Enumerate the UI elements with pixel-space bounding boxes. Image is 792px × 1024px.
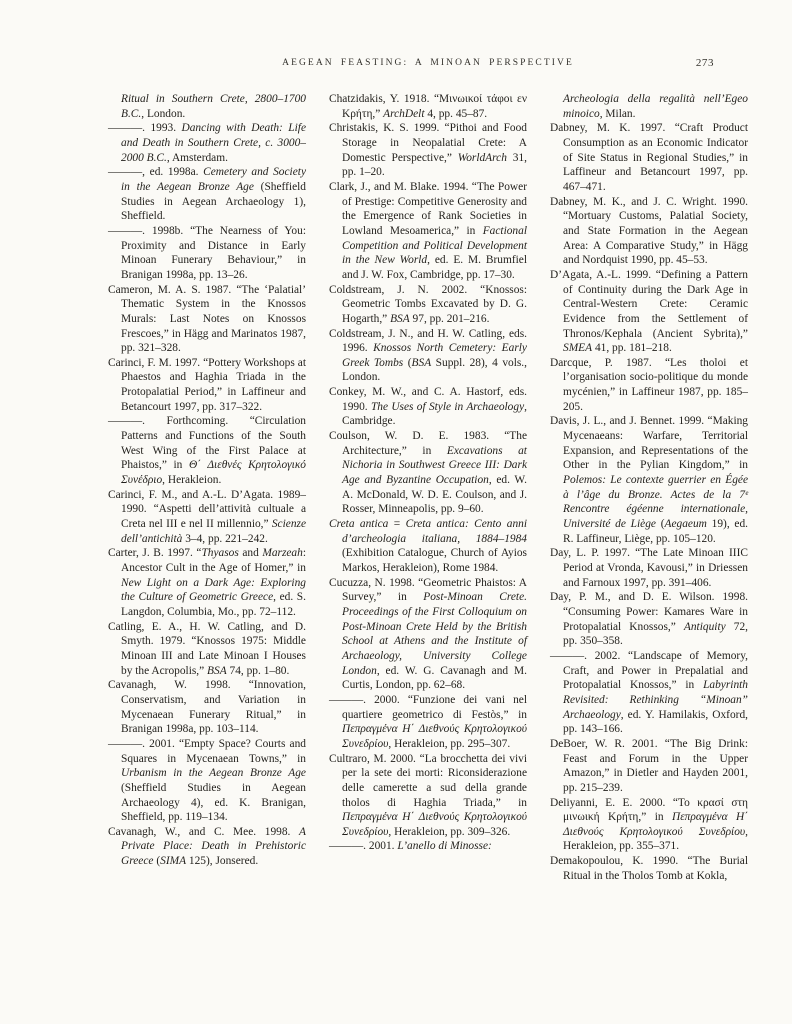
entry-text-segment: Demakopoulou, K. 1990. “The Burial Ritual in the Tholos Tomb at Kokla, [550, 855, 748, 882]
entry-text-segment: ( [153, 855, 161, 868]
bibliography-entry [108, 488, 306, 547]
entry-text-segment: ( [403, 356, 412, 369]
entry-text-segment: Cucuzza, N. 1998. “Geometric Phaistos: A Survey,” in [329, 576, 527, 604]
bibliography-entry [550, 796, 748, 855]
entry-text-segment: , ed. S. Langdon, Columbia, Mo., pp. 72–112. [121, 591, 306, 618]
entry-text-segment: , ed. E. M. Brumfiel and J. W. Fox, Cambridge, pp. 17–30. [342, 254, 527, 281]
entry-title-segment: Archeologia della regalità nell’Egeo minoico [563, 93, 748, 120]
entry-text-segment: Dabney, M. K., and J. C. Wright. 1990. “Mortuary Customs, Palatial Society, and State Formation in the Aegean Area: A Comparative Study,” in Hägg and Nordquist 1990, pp. 45–53. [550, 195, 748, 267]
entry-title-segment: Πεπραγμένα Η΄ Διεθνούς Κρητολογικού Συνεδρίου [342, 811, 527, 838]
entry-text-segment: , Herakleion, pp. 309–326. [388, 825, 511, 838]
running-head-title: AEGEAN FEASTING: A MINOAN PERSPECTIVE [282, 58, 574, 68]
bibliography-entry [550, 649, 748, 737]
entry-title-segment: Creta antica: Cento anni d’archeologia italiana, 1884–1984 [342, 518, 528, 545]
entry-text-segment: Cavanagh, W. 1998. “Innovation, Conservatism, and Variation in Mycenaean Funerary Ritual,” in Branigan 1998a, pp. 103–114. [108, 679, 306, 736]
entry-title-segment: Aegaeum [664, 518, 707, 531]
entry-title-segment: Antiquity [683, 620, 726, 633]
bibliography-entry [550, 737, 748, 796]
entry-text-segment: ———, ed. 1998a. [108, 166, 204, 179]
entry-title-segment: Dancing with Death: Life and Death in Southern Crete, c. 3000–2000 B.C. [121, 122, 307, 164]
entry-text-segment: 74, pp. 1–80. [226, 664, 290, 677]
entry-text-segment: 3–4, pp. 221–242. [182, 532, 268, 545]
bibliography-entry [329, 517, 527, 576]
bibliography-column-3 [550, 92, 748, 883]
entry-text-segment: 19), ed. R. Laffineur, Liège, pp. 105–120. [563, 518, 749, 545]
entry-text-segment: ———. 2002. “Landscape of Memory, Craft, and Power in Prepalatial and Protopalatial Knossos,” in [550, 649, 748, 692]
entry-text-segment: Day, P. M., and D. E. Wilson. 1998. “Consuming Power: Kamares Ware in Protopalatial Knossos,” [550, 591, 748, 633]
bibliography-entry [550, 546, 748, 590]
entry-text-segment: Coulson, W. D. E. 1983. “The Architecture,” in [329, 430, 527, 457]
entry-title-segment: Thyasos [201, 547, 239, 560]
bibliography-entry [550, 356, 748, 415]
entry-text-segment: Cameron, M. A. S. 1987. “The ‘Palatial’ Thematic System in the Knossos Murals: Last Notes on Knossos Frescoes,” in Hägg and Marinatos 1987, pp. 321–328. [108, 283, 306, 355]
entry-title-segment: New Light on a Dark Age: Exploring the Culture of Geometric Greece [121, 576, 306, 604]
entry-title-segment: A Private Place: Death in Prehistoric Greece [121, 825, 306, 868]
entry-text-segment: and [238, 547, 263, 560]
entry-text-segment: Suppl. 28), 4 vols., London. [342, 356, 527, 384]
entry-title-segment: Creta antica [329, 518, 389, 531]
entry-text-segment: Cultraro, M. 2000. “La brocchetta dei vivi per la sete dei morti: Riconsiderazione delle camerette a sud della grande tholos di Haghia Triada,” in [329, 752, 527, 809]
entry-title-segment: BSA [390, 312, 410, 325]
entry-title-segment: Marzeah [262, 547, 303, 560]
entry-text-segment: , London. [141, 107, 186, 120]
entry-text-segment: , Cambridge. [342, 400, 527, 428]
entry-text-segment: Day, L. P. 1997. “The Late Minoan IIIC Period at Vronda, Kavousi,” in Driessen and Farnoux 1997, pp. 391–406. [550, 547, 748, 589]
entry-text-segment: 31, pp. 1–20. [342, 151, 527, 179]
bibliography-entry [550, 92, 748, 121]
entry-text-segment: , ed. Y. Hamilakis, Oxford, pp. 143–166. [563, 708, 748, 736]
entry-title-segment: Cemetery and Society in the Aegean Bronze Age [121, 166, 306, 193]
entry-text-segment: , Amsterdam. [166, 151, 228, 164]
entry-text-segment: Carter, J. B. 1997. “ [108, 547, 202, 560]
entry-text-segment: Christakis, K. S. 1999. “Pithoi and Food Storage in Neopalatial Crete: A Domestic Perspective,” [329, 122, 527, 164]
entry-text-segment: (Exhibition Catalogue, Church of Ayios Markos, Herakleion), Rome 1984. [342, 547, 527, 574]
bibliography-entry [329, 752, 527, 840]
bibliography-entry [108, 356, 306, 415]
entry-title-segment: SMEA [563, 342, 593, 355]
entry-text-segment: Catling, E. A., H. W. Catling, and D. Smyth. 1979. “Knossos 1975: Middle Minoan III and Late Minoan I Houses by the Acropolis,” [108, 620, 306, 677]
bibliography-entry [108, 121, 306, 165]
bibliography [108, 92, 748, 883]
bibliography-entry [550, 268, 748, 356]
entry-text-segment: Clark, J., and M. Blake. 1994. “The Power of Prestige: Competitive Generosity and the Emergence of Rank Societies in Lowland Mesoamerica,” in [329, 180, 527, 237]
bibliography-entry [329, 429, 527, 517]
bibliography-entry [550, 414, 748, 546]
entry-text-segment: = [388, 518, 406, 531]
bibliography-entry [329, 327, 527, 386]
entry-text-segment: ( [655, 518, 665, 531]
entry-title-segment: Urbanism in the Aegean Bronze Age [121, 767, 306, 780]
bibliography-entry [329, 385, 527, 429]
entry-text-segment: 4, pp. 45–87. [424, 107, 488, 120]
entry-title-segment: Πεπραγμένα Η΄ Διεθνούς Κρητολογικού Συνεδρίου [563, 811, 748, 838]
entry-text-segment: ———. 1998b. “The Nearness of You: Proximity and Distance in Early Minoan Funerary Behaviour,” in Branigan 1998a, pp. 13–26. [108, 224, 306, 281]
entry-title-segment: WorldArch [457, 151, 507, 164]
bibliography-entry [108, 546, 306, 619]
entry-title-segment: Knossos North Cemetery: Early Greek Tombs [342, 342, 527, 369]
bibliography-entry [329, 839, 527, 854]
entry-text-segment: (Sheffield Studies in Aegean Archaeology 1), Sheffield. [121, 180, 306, 223]
entry-text-segment: : Ancestor Cult in the Age of Homer,” in [121, 547, 306, 574]
entry-text-segment: ———. 2000. “Funzione dei vani nel quartiere geometrico di Festòs,” in [329, 693, 527, 721]
bibliography-entry [108, 283, 306, 356]
entry-text-segment: Darcque, P. 1987. “Les tholoi et l’organisation socio-politique du monde mycénien,” in Laffineur 1987, pp. 185–205. [550, 356, 748, 413]
entry-text-segment: (Sheffield Studies in Aegean Archaeology 4), ed. K. Branigan, Sheffield, pp. 119–134. [121, 781, 306, 824]
bibliography-entry [329, 693, 527, 752]
entry-title-segment: Ritual in Southern Crete, 2800–1700 B.C. [121, 93, 306, 120]
entry-text-segment: Carinci, F. M. 1997. “Pottery Workshops at Phaestos and Haghia Triada in the Protopalatial Period,” in Laffineur and Betancourt 1997, pp. 317–322. [108, 356, 306, 413]
entry-title-segment: Πεπραγμένα Η΄ Διεθνούς Κρητολογικού Συνεδρίου [342, 723, 527, 750]
entry-text-segment: 41, pp. 181–218. [592, 342, 672, 355]
entry-title-segment: The Uses of Style in Archaeology [370, 400, 525, 413]
entry-title-segment: Factional Competition and Political Development in the New World [342, 224, 527, 267]
entry-text-segment: , Herakleion. [162, 474, 222, 487]
entry-text-segment: 97, pp. 201–216. [409, 312, 490, 325]
bibliography-entry [108, 678, 306, 737]
entry-text-segment: DeBoer, W. R. 2001. “The Big Drink: Feast and Forum in the Upper Amazon,” in Dietler and Hayden 2001, pp. 215–239. [550, 737, 748, 794]
bibliography-entry [108, 620, 306, 679]
entry-title-segment: Θ΄ Διεθνές Κρητολογικό Συνέδριο [121, 459, 307, 487]
entry-text-segment: ———. 2001. “Empty Space? Courts and Squares in Mycenaean Towns,” in [108, 737, 306, 765]
entry-title-segment: Excavations at Nichoria in Southwest Greece III: Dark Age and Byzantine Occupation [342, 444, 527, 487]
entry-text-segment: , Milan. [599, 107, 636, 120]
bibliography-entry [329, 283, 527, 327]
entry-title-segment: ArchDelt [383, 107, 425, 120]
running-head [108, 58, 748, 74]
bibliography-entry [550, 195, 748, 268]
entry-text-segment: Conkey, M. W., and C. A. Hastorf, eds. 1990. [329, 386, 527, 413]
bibliography-entry [329, 92, 527, 121]
entry-text-segment: Coldstream, J. N., and H. W. Catling, eds. 1996. [329, 327, 527, 355]
entry-text-segment: D’Agata, A.-L. 1999. “Defining a Pattern of Continuity during the Dark Age in Central-Western Crete: Ceramic Evidence from the Settlement of Thronos/Kephala (Ancient Sybrita),” [550, 268, 748, 340]
entry-text-segment: Coldstream, J. N. 2002. “Knossos: Geometric Tombs Excavated by D. G. Hogarth,” [329, 283, 527, 325]
entry-text-segment: ———. 1993. [108, 122, 182, 135]
entry-text-segment: 72, pp. 350–358. [563, 620, 748, 648]
entry-text-segment: , ed. W. G. Cavanagh and M. Curtis, London, pp. 62–68. [342, 664, 527, 692]
bibliography-entry [329, 121, 527, 180]
bibliography-column-1 [108, 92, 306, 883]
entry-title-segment: SIMA [160, 855, 187, 868]
entry-title-segment: Post-Minoan Crete. Proceedings of the First Colloquium on Post-Minoan Crete Held by the British School at Athens and the Institute of Archaeology, University College London [342, 591, 527, 677]
entry-text-segment: , ed. W. A. McDonald, W. D. E. Coulson, and J. Rosser, Minneapolis, pp. 9–60. [342, 474, 527, 516]
bibliography-entry [329, 576, 527, 693]
entry-text-segment: Dabney, M. K. 1997. “Craft Product Consumption as an Economic Indicator of Site Status in Regional Studies,” in Laffineur and Betancourt 1997, pp. 467–471. [550, 122, 748, 193]
bibliography-entry [108, 165, 306, 224]
bibliography-entry [108, 737, 306, 825]
entry-text-segment: ———. 2001. [329, 840, 398, 853]
bibliography-entry [108, 825, 306, 869]
entry-text-segment: , Herakleion, pp. 295–307. [388, 737, 511, 750]
bibliography-entry [550, 121, 748, 194]
entry-text-segment: Carinci, F. M., and A.-L. D’Agata. 1989–1990. “Aspetti dell’attività cultuale a Creta nel III e nel II millennio,” [108, 488, 306, 531]
bibliography-column-2 [329, 92, 527, 883]
entry-title-segment: BSA [207, 664, 227, 677]
entry-text-segment: ———. Forthcoming. “Circulation Patterns and Functions of the South West Wing of the First Palace at Phaistos,” in [108, 415, 306, 472]
entry-text-segment: Cavanagh, W., and C. Mee. 1998. [108, 825, 300, 838]
entry-title-segment: Scienze dell’antichità [121, 518, 306, 545]
bibliography-entry [550, 590, 748, 649]
page-number: 273 [695, 57, 714, 69]
entry-title-segment: Polemos: Le contexte guerrier en Égée à l’âge du Bronze. Actes de la 7ᵉ Rencontre égéenne internationale, Université de Liège [563, 474, 748, 531]
entry-title-segment: BSA [411, 356, 432, 369]
entry-text-segment: Davis, J. L., and J. Bennet. 1999. “Making Mycenaeans: Warfare, Territorial Expansion, and Representations of the Other in the Pylian Kingdom,” in [550, 415, 748, 472]
bibliography-entry [108, 414, 306, 487]
entry-title-segment: Labyrinth Revisited: Rethinking “Minoan” Archaeology [563, 679, 748, 721]
bibliography-entry [108, 92, 306, 121]
bibliography-entry [329, 180, 527, 283]
entry-text-segment: Deliyanni, E. E. 2000. “Το κρασί στη μινωική Κρήτη,” in [550, 796, 748, 824]
bibliography-entry [550, 854, 748, 883]
entry-text-segment: Chatzidakis, Y. 1918. “Μινωικοί τάφοι εν Κρήτη,” [329, 93, 527, 120]
entry-title-segment: L’anello di Minosse: [397, 840, 492, 853]
bibliography-entry [108, 224, 306, 283]
entry-text-segment: 125), Jonsered. [186, 855, 259, 868]
entry-text-segment: , Herakleion, pp. 355–371. [563, 825, 748, 853]
